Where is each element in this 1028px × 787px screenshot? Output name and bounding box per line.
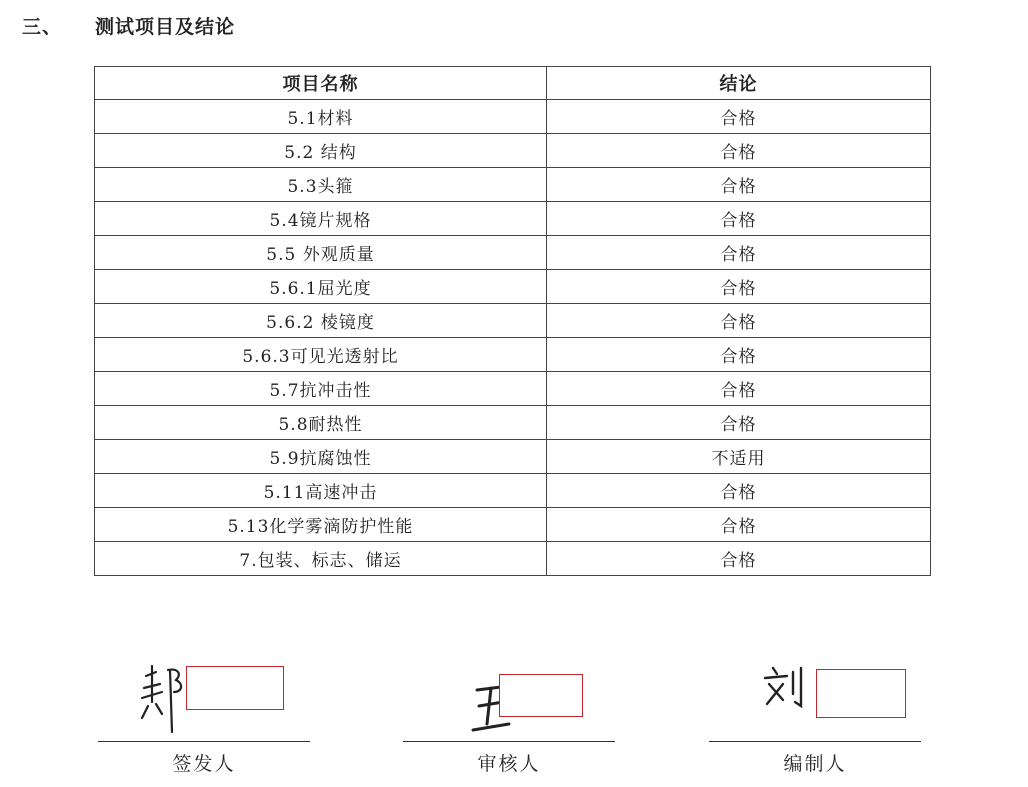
signature-line <box>98 741 310 742</box>
handwritten-signature <box>761 664 807 710</box>
result-cell: 合格 <box>547 508 931 542</box>
table-row <box>95 406 931 440</box>
signature-label: 签发人 <box>172 753 236 775</box>
result-cell: 合格 <box>547 202 931 236</box>
item-cell: 5.3头箍 <box>95 168 547 202</box>
result-cell: 合格 <box>547 474 931 508</box>
result-cell: 合格 <box>547 100 931 134</box>
result-cell: 合格 <box>547 542 931 576</box>
signature-label: 审核人 <box>477 753 541 775</box>
redaction-box <box>816 669 906 718</box>
table-row <box>95 372 931 406</box>
handwritten-signature <box>138 662 188 734</box>
table-row <box>95 440 931 474</box>
item-cell: 7.包装、标志、储运 <box>95 542 547 576</box>
signature-line <box>709 741 921 742</box>
item-cell: 5.11高速冲击 <box>95 474 547 508</box>
item-cell: 5.1材料 <box>95 100 547 134</box>
result-cell: 合格 <box>547 304 931 338</box>
result-cell: 合格 <box>547 134 931 168</box>
signature-label: 编制人 <box>783 753 847 775</box>
signature-line <box>403 741 615 742</box>
result-cell: 合格 <box>547 236 931 270</box>
signature-block-preparer <box>709 650 921 780</box>
section-title: 测试项目及结论 <box>95 16 236 38</box>
column-header-result: 结论 <box>547 67 931 100</box>
table-row <box>95 168 931 202</box>
table-row <box>95 236 931 270</box>
table-row <box>95 542 931 576</box>
table-row <box>95 304 931 338</box>
item-cell: 5.5 外观质量 <box>95 236 547 270</box>
section-number: 三、 <box>22 16 63 38</box>
signature-block-reviewer <box>403 650 615 780</box>
result-cell: 合格 <box>547 406 931 440</box>
table-row <box>95 270 931 304</box>
redaction-box <box>499 674 583 717</box>
item-cell: 5.9抗腐蚀性 <box>95 440 547 474</box>
table-row <box>95 134 931 168</box>
table-row <box>95 338 931 372</box>
item-cell: 5.7抗冲击性 <box>95 372 547 406</box>
result-cell: 不适用 <box>547 440 931 474</box>
table-row <box>95 508 931 542</box>
item-cell: 5.6.3可见光透射比 <box>95 338 547 372</box>
item-cell: 5.8耐热性 <box>95 406 547 440</box>
item-cell: 5.13化学雾滴防护性能 <box>95 508 547 542</box>
column-header-item: 项目名称 <box>95 67 547 100</box>
item-cell: 5.6.2 棱镜度 <box>95 304 547 338</box>
table-row <box>95 202 931 236</box>
table-row <box>95 474 931 508</box>
result-cell: 合格 <box>547 338 931 372</box>
item-cell: 5.2 结构 <box>95 134 547 168</box>
redaction-box <box>186 666 284 710</box>
signature-block-issuer <box>98 650 310 780</box>
result-cell: 合格 <box>547 168 931 202</box>
table-row <box>95 100 931 134</box>
result-cell: 合格 <box>547 270 931 304</box>
result-cell: 合格 <box>547 372 931 406</box>
results-table <box>94 66 931 576</box>
table-header-row <box>95 67 931 100</box>
item-cell: 5.6.1屈光度 <box>95 270 547 304</box>
item-cell: 5.4镜片规格 <box>95 202 547 236</box>
